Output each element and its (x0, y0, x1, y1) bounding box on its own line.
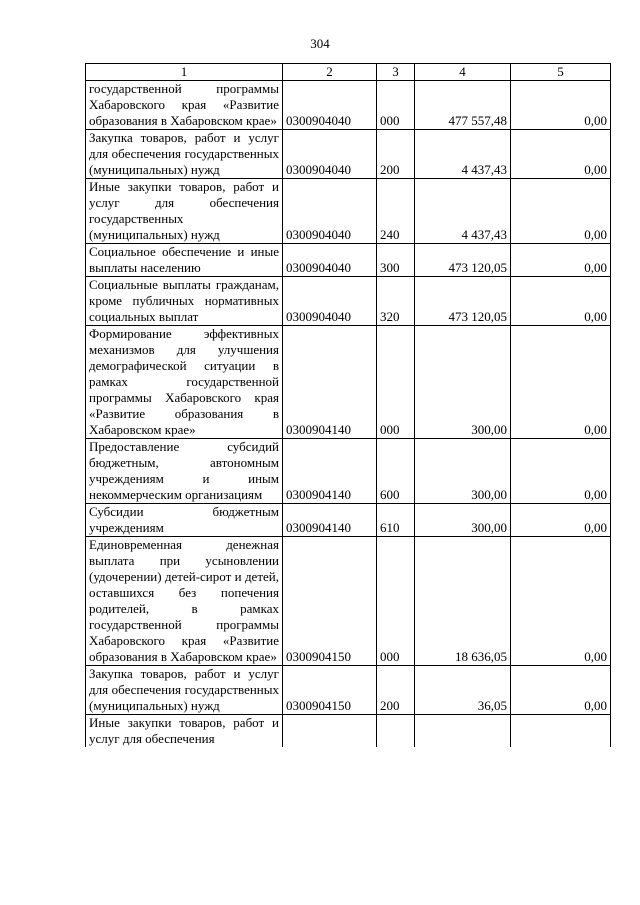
page-number: 304 (310, 36, 330, 51)
table-row (86, 277, 611, 326)
row-amount-2: 0,00 (511, 179, 611, 244)
row-amount-2 (511, 715, 611, 748)
row-amount-2: 0,00 (511, 81, 611, 130)
row-name: Социальные выплаты гражданам, кроме публичных нормативных социальных выплат (86, 277, 283, 326)
row-amount-1: 4 437,43 (415, 130, 511, 179)
row-amount-2: 0,00 (511, 666, 611, 715)
table-row (86, 326, 611, 439)
row-name: Закупка товаров, работ и услуг для обеспечения государственных (муниципальных) нужд (86, 666, 283, 715)
row-amount-2: 0,00 (511, 277, 611, 326)
row-vr-code: 240 (377, 179, 415, 244)
row-csr-code: 0300904040 (283, 130, 377, 179)
row-amount-1: 18 636,05 (415, 537, 511, 666)
table-row (86, 715, 611, 748)
row-name: Предоставление субсидий бюджетным, автономным учреждениям и иным некоммерческим организациям (86, 439, 283, 504)
row-vr-code: 000 (377, 81, 415, 130)
row-amount-1: 4 437,43 (415, 179, 511, 244)
row-csr-code: 0300904040 (283, 81, 377, 130)
table-row (86, 130, 611, 179)
table-row (86, 244, 611, 277)
row-csr-code: 0300904040 (283, 277, 377, 326)
row-vr-code: 200 (377, 130, 415, 179)
row-amount-2: 0,00 (511, 504, 611, 537)
row-csr-code: 0300904040 (283, 244, 377, 277)
table-row (86, 504, 611, 537)
table-row (86, 666, 611, 715)
row-name: Формирование эффективных механизмов для улучшения демографической ситуации в рамках государственной программы Хабаровского края «Развитие образования в Хабаровском крае» (86, 326, 283, 439)
row-name: Социальное обеспечение и иные выплаты населению (86, 244, 283, 277)
row-amount-1: 300,00 (415, 504, 511, 537)
row-vr-code: 300 (377, 244, 415, 277)
row-amount-1 (415, 715, 511, 748)
row-vr-code: 200 (377, 666, 415, 715)
header-row (86, 64, 611, 81)
row-vr-code: 000 (377, 326, 415, 439)
row-name: Субсидии бюджетным учреждениям (86, 504, 283, 537)
column-header-4: 4 (415, 64, 511, 81)
row-csr-code (283, 715, 377, 748)
column-header-1: 1 (86, 64, 283, 81)
row-name: Закупка товаров, работ и услуг для обеспечения государственных (муниципальных) нужд (86, 130, 283, 179)
table-row (86, 179, 611, 244)
row-csr-code: 0300904150 (283, 537, 377, 666)
table-row (86, 81, 611, 130)
row-amount-1: 300,00 (415, 439, 511, 504)
row-name: Иные закупки товаров, работ и услуг для обеспечения (86, 715, 283, 748)
table-row (86, 439, 611, 504)
row-amount-1: 36,05 (415, 666, 511, 715)
budget-table (85, 63, 611, 747)
row-vr-code: 000 (377, 537, 415, 666)
row-amount-2: 0,00 (511, 244, 611, 277)
row-csr-code: 0300904140 (283, 326, 377, 439)
row-name: Единовременная денежная выплата при усыновлении (удочерении) детей-сирот и детей, оставшихся без попечения родителей, в рамках государственной программы Хабаровского края «Развитие образования в Хабаровском крае» (86, 537, 283, 666)
row-csr-code: 0300904140 (283, 504, 377, 537)
row-amount-1: 477 557,48 (415, 81, 511, 130)
row-amount-1: 473 120,05 (415, 244, 511, 277)
row-csr-code: 0300904040 (283, 179, 377, 244)
table-row (86, 537, 611, 666)
row-name: Иные закупки товаров, работ и услуг для обеспечения государственных (муниципальных) нужд (86, 179, 283, 244)
row-vr-code (377, 715, 415, 748)
row-amount-2: 0,00 (511, 537, 611, 666)
row-vr-code: 320 (377, 277, 415, 326)
row-csr-code: 0300904150 (283, 666, 377, 715)
row-name: государственной программы Хабаровского края «Развитие образования в Хабаровском крае» (86, 81, 283, 130)
row-amount-2: 0,00 (511, 326, 611, 439)
row-vr-code: 610 (377, 504, 415, 537)
row-amount-1: 473 120,05 (415, 277, 511, 326)
row-amount-1: 300,00 (415, 326, 511, 439)
column-header-2: 2 (283, 64, 377, 81)
row-csr-code: 0300904140 (283, 439, 377, 504)
row-amount-2: 0,00 (511, 130, 611, 179)
row-amount-2: 0,00 (511, 439, 611, 504)
column-header-5: 5 (511, 64, 611, 81)
row-vr-code: 600 (377, 439, 415, 504)
column-header-3: 3 (377, 64, 415, 81)
